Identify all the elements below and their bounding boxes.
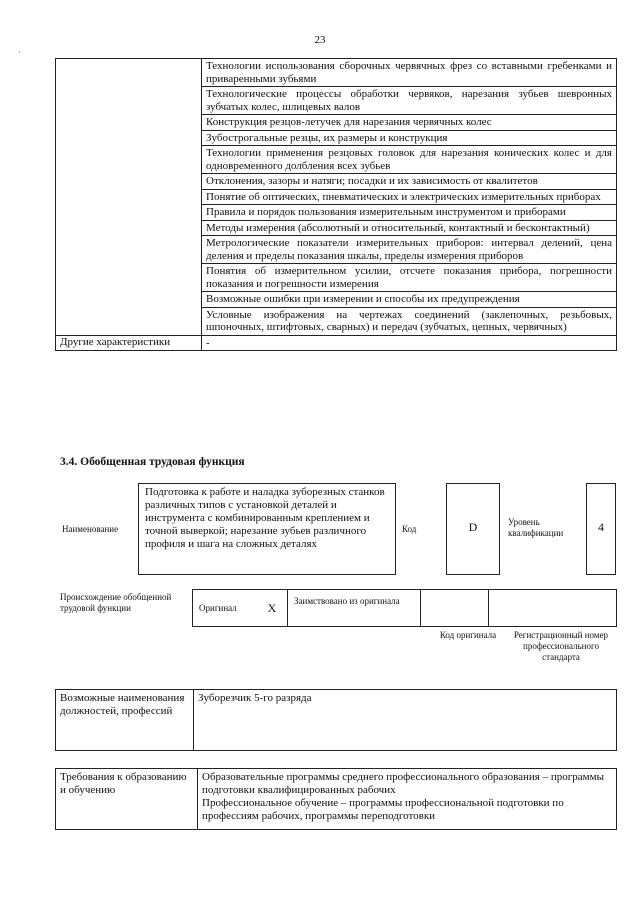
other-characteristics-label: Другие характеристики xyxy=(56,335,202,351)
original-code-cell xyxy=(421,590,489,627)
knowledge-item: Технологии использования сборочных червячных фрез со вставными гребенками и приваренными зубьями xyxy=(202,59,617,87)
knowledge-item: Метрологические показатели измерительных приборов: интервал делений, цена деления и пределы показания шкалы, пределы измерения приборов xyxy=(202,236,617,264)
knowledge-item: Зубострогальные резцы, их размеры и конструкция xyxy=(202,130,617,146)
registration-number-cell xyxy=(489,590,617,627)
code-box xyxy=(446,483,500,575)
positions-label: Возможные наименования должностей, профессий xyxy=(56,690,194,751)
origin-table xyxy=(192,589,617,627)
name-label: Наименование xyxy=(62,524,119,534)
education-requirements-label: Требования к образованию и обучению xyxy=(56,769,198,830)
knowledge-item: Технологические процессы обработки червяков, нарезания зубьев шевронных зубчатых колес, шлицевых валов xyxy=(202,87,617,115)
knowledge-item: Понятие об оптических, пневматических и электрических измерительных приборах xyxy=(202,189,617,205)
original-code-caption: Код оригинала xyxy=(439,630,497,640)
knowledge-item: Отклонения, зазоры и натяги; посадки и их зависимость от квалитетов xyxy=(202,174,617,190)
original-mark: X xyxy=(257,590,288,627)
requirement-line: Профессиональное обучение – программы профессиональной подготовки по профессиям рабочих, программы переподготовки xyxy=(202,797,564,822)
knowledge-item: Условные изображения на чертежах соединений (заклепочных, резьбовых, шпоночных, штифтовых, сварных) и передач (зубчатых, цепных, червячных) xyxy=(202,307,617,335)
knowledge-item: Конструкция резцов-летучек для нарезания червячных колес xyxy=(202,115,617,131)
knowledge-item: Технологии применения резцовых головок для нарезания конических колес и для одновременного долбления всех зубьев xyxy=(202,146,617,174)
code-value: D xyxy=(468,520,478,534)
knowledge-item: Методы измерения (абсолютный и относительный, контактный и бесконтактный) xyxy=(202,220,617,236)
requirement-line: Образовательные программы среднего профессионального образования – программы подготовки квалифицированных рабочих xyxy=(202,771,604,796)
borrowed-label: Заимствовано из оригинала xyxy=(288,590,421,627)
function-name-box: Подготовка к работе и наладка зуборезных станков различных типов с установкой деталей и инструмента с комбинированным креплением и точной выверкой; нарезание зубьев различного профиля и шага на сложных деталях xyxy=(138,483,396,575)
origin-label: Происхождение обобщенной трудовой функции xyxy=(60,592,172,613)
other-characteristics-value: - xyxy=(202,335,617,351)
section-title: 3.4. Обобщенная трудовая функция xyxy=(60,456,245,468)
qualification-level-label: Уровень квалификации xyxy=(508,517,564,538)
qualification-level-box xyxy=(586,483,616,575)
knowledge-row xyxy=(56,59,617,87)
other-characteristics-row xyxy=(56,335,617,351)
knowledge-item: Возможные ошибки при измерении и способы их предупреждения xyxy=(202,292,617,308)
code-label: Код xyxy=(402,524,417,534)
education-requirements-table xyxy=(55,768,617,830)
knowledge-item: Понятия об измерительном усилии, отсчете показания прибора, погрешности показания и погрешности измерения xyxy=(202,264,617,292)
positions-table xyxy=(55,689,617,751)
knowledge-item: Правила и порядок пользования измерительным инструментом и приборами xyxy=(202,205,617,221)
knowledge-left-empty-cell xyxy=(56,59,202,336)
education-requirements-value xyxy=(198,769,617,830)
knowledge-table xyxy=(55,58,617,351)
positions-value: Зуборезчик 5-го разряда xyxy=(194,690,617,751)
qualification-level-value: 4 xyxy=(598,520,604,534)
registration-number-caption: Регистрационный номер профессионального стандарта xyxy=(513,630,609,662)
page-number: 23 xyxy=(314,34,326,46)
margin-mark: · xyxy=(18,47,21,57)
original-label: Оригинал xyxy=(193,590,258,627)
